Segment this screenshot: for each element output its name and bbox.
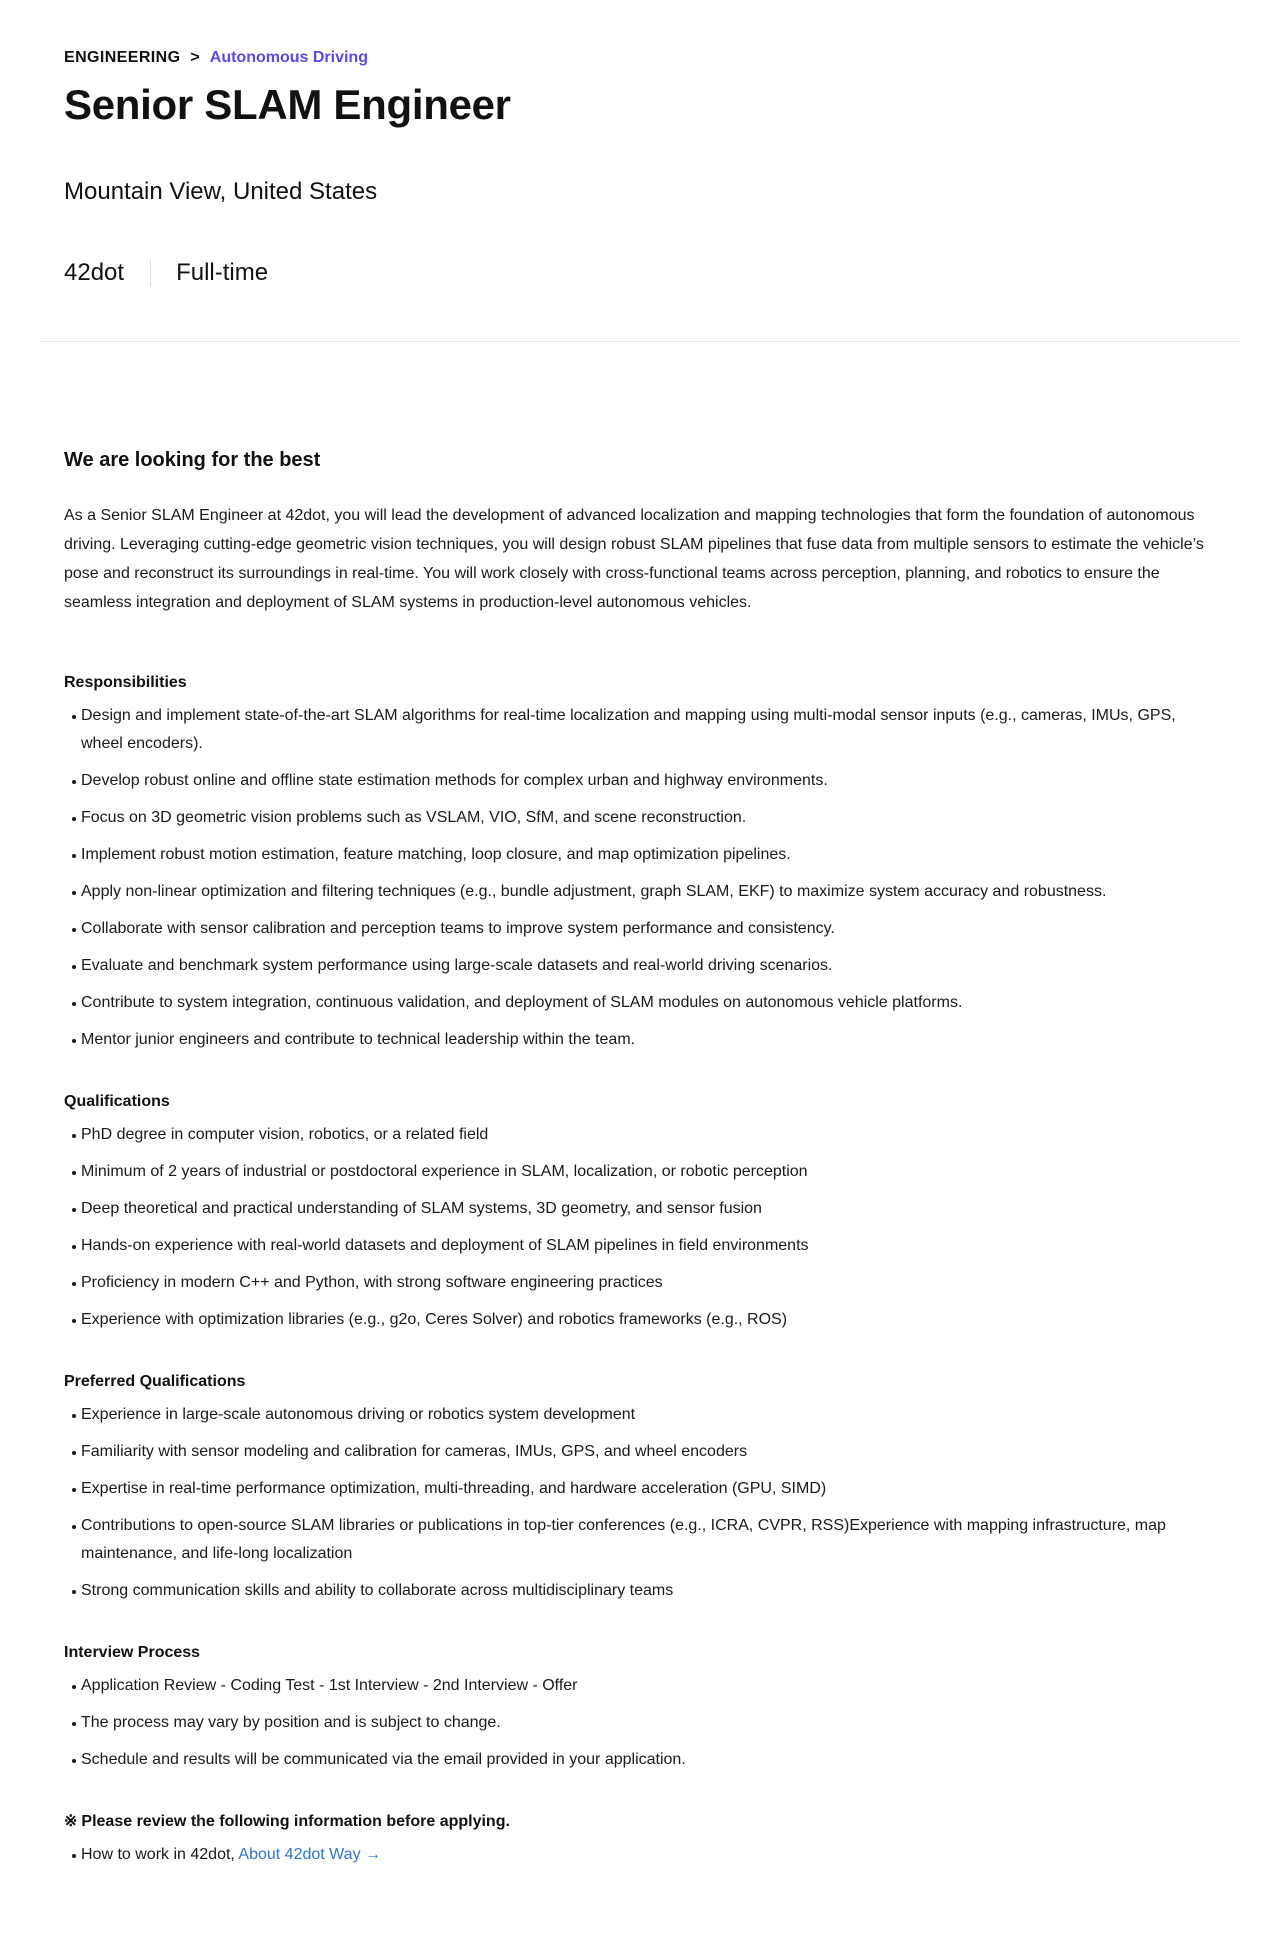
list-item: Minimum of 2 years of industrial or postdoctoral experience in SLAM, localization, or robotic perception: [64, 1158, 1214, 1186]
list-item: Experience in large-scale autonomous driving or robotics system development: [64, 1401, 1214, 1429]
job-description: [64, 446, 1214, 1869]
job-location: Mountain View, United States: [64, 178, 378, 205]
job-title: Senior SLAM Engineer: [64, 81, 511, 128]
preferred-qualifications-section: [64, 1371, 1214, 1605]
list-item: Evaluate and benchmark system performance using large-scale datasets and real-world driving scenarios.: [64, 952, 1214, 980]
list-item: Familiarity with sensor modeling and calibration for cameras, IMUs, GPS, and wheel encoders: [64, 1438, 1214, 1466]
notice-list: [64, 1841, 1214, 1869]
list-item: Deep theoretical and practical understanding of SLAM systems, 3D geometry, and sensor fusion: [64, 1195, 1214, 1223]
section-title: Responsibilities: [64, 674, 187, 691]
notice-section: [64, 1811, 1214, 1869]
list-item: Mentor junior engineers and contribute to technical leadership within the team.: [64, 1026, 1214, 1054]
reference-mark-icon: ※: [64, 1813, 78, 1830]
intro-text: As a Senior SLAM Engineer at 42dot, you will lead the development of advanced localization and mapping technologies that form the foundation of autonomous driving. Leveraging cutting-edge geometric vision techniques, you will design robust SLAM pipelines that fuse data from multiple sensors to estimate the vehicle’s pose and reconstruct its surroundings in real-time. You will work closely with cross-functional teams across perception, planning, and robotics to ensure the seamless integration and deployment of SLAM systems in production-level autonomous vehicles.: [64, 507, 1204, 611]
list-item: Expertise in real-time performance optimization, multi-threading, and hardware acceleration (GPU, SIMD): [64, 1475, 1214, 1503]
list-item: Implement robust motion estimation, feature matching, loop closure, and map optimization pipelines.: [64, 841, 1214, 869]
header-divider: [40, 341, 1240, 342]
meta-divider: [150, 260, 151, 286]
notice-title-text: Please review the following information before applying.: [81, 1813, 510, 1830]
responsibilities-section: [64, 672, 1214, 1054]
list-item: Proficiency in modern C++ and Python, with strong software engineering practices: [64, 1269, 1214, 1297]
qualifications-section: [64, 1091, 1214, 1334]
breadcrumb-current[interactable]: Autonomous Driving: [209, 49, 368, 66]
breadcrumb-separator: >: [190, 49, 200, 66]
section-title: Qualifications: [64, 1093, 170, 1110]
breadcrumb-root[interactable]: ENGINEERING: [64, 49, 181, 66]
list-item: Design and implement state-of-the-art SLAM algorithms for real-time localization and mapping using multi-modal sensor inputs (e.g., cameras, IMUs, GPS, wheel encoders).: [64, 702, 1214, 758]
responsibilities-list: [64, 702, 1214, 1054]
notice-item-text: How to work in 42dot,: [81, 1846, 235, 1863]
list-item: Contributions to open-source SLAM libraries or publications in top-tier conferences (e.g., ICRA, CVPR, RSS)Experience with mapping infrastructure, map maintenance, and life-long localization: [64, 1512, 1214, 1568]
list-item: PhD degree in computer vision, robotics, or a related field: [64, 1121, 1214, 1149]
job-header: [0, 0, 1280, 288]
list-item: Hands-on experience with real-world datasets and deployment of SLAM pipelines in field environments: [64, 1232, 1214, 1260]
employment-type: Full-time: [176, 259, 269, 286]
intro-heading: We are looking for the best: [64, 449, 321, 471]
interview-process-list: [64, 1672, 1214, 1774]
notice-title: [64, 1811, 1214, 1833]
company-name: 42dot: [64, 259, 125, 286]
list-item: Experience with optimization libraries (e.g., g2o, Ceres Solver) and robotics frameworks (e.g., ROS): [64, 1306, 1214, 1334]
list-item: Collaborate with sensor calibration and perception teams to improve system performance and consistency.: [64, 915, 1214, 943]
qualifications-list: [64, 1121, 1214, 1334]
list-item: Contribute to system integration, continuous validation, and deployment of SLAM modules on autonomous vehicle platforms.: [64, 989, 1214, 1017]
list-item: The process may vary by position and is subject to change.: [64, 1709, 1214, 1737]
list-item: Application Review - Coding Test - 1st Interview - 2nd Interview - Offer: [64, 1672, 1214, 1700]
list-item: Strong communication skills and ability to collaborate across multidisciplinary teams: [64, 1577, 1214, 1605]
list-item: [64, 1841, 1214, 1869]
job-meta: [64, 258, 1216, 288]
about-42dot-way-link[interactable]: About 42dot Way →: [238, 1846, 382, 1863]
list-item: Apply non-linear optimization and filtering techniques (e.g., bundle adjustment, graph SLAM, EKF) to maximize system accuracy and robustness.: [64, 878, 1214, 906]
list-item: Schedule and results will be communicated via the email provided in your application.: [64, 1746, 1214, 1774]
section-title: Preferred Qualifications: [64, 1373, 246, 1390]
interview-process-section: [64, 1642, 1214, 1774]
list-item: Develop robust online and offline state estimation methods for complex urban and highway environments.: [64, 767, 1214, 795]
preferred-qualifications-list: [64, 1401, 1214, 1605]
list-item: Focus on 3D geometric vision problems such as VSLAM, VIO, SfM, and scene reconstruction.: [64, 804, 1214, 832]
breadcrumb: [64, 48, 1216, 68]
section-title: Interview Process: [64, 1644, 201, 1661]
